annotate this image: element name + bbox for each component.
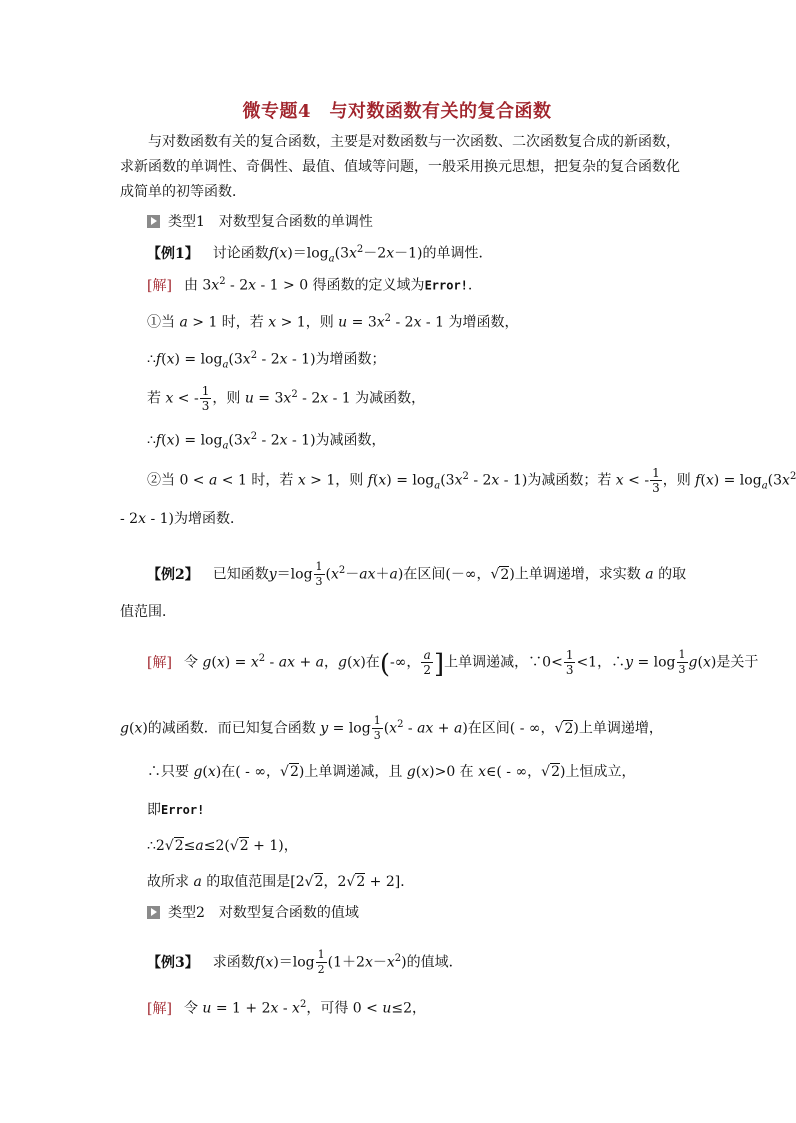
solution-1-line-3: ∴f(x) = $\log_a(3x^2 - 2x - 1)$为增函数； <box>147 350 386 371</box>
fraction: $\frac{1}{2}$ <box>317 948 325 976</box>
type1-heading <box>147 212 373 232</box>
type2-label: 类型2 对数型复合函数的值域 <box>168 905 359 921</box>
example-1-label: 【例1】 <box>147 245 199 262</box>
solution-1-line-1: [解] 由 $3x^2 - 2x - 1 > 0$ 得函数的定义域为Error!. <box>147 276 473 294</box>
play-triangle-icon <box>147 215 160 228</box>
example-3-label: 【例3】 <box>147 954 199 971</box>
fraction: $\frac{1}{3}$ <box>652 466 660 495</box>
solution-3-line-1: [解] 令 $u = 1 + 2x - x^2$，可得 0 < u≤2， <box>147 999 426 1017</box>
solution-1-line-2: ①当 a > 1 时，若 x > 1，则 $u = 3x^2 - 2x - 1$ 为增函数， <box>147 313 519 331</box>
solution-1-line-6: ②当 0 < a < 1 时，若 x > 1，则 $f(x) = \log_a(3x^2 - 2x - 1)$为减函数；若 x < - $\frac{1}{3}$ ，则 $f(x) = \log_a(3x^2$ <box>147 466 796 495</box>
solution-label: [解] <box>147 654 172 671</box>
intro-paragraph: 与对数函数有关的复合函数，主要是对数函数与一次函数、二次函数复合成的新函数，求新函数的单调性、奇偶性、最值、值域等问题，一般采用换元思想，把复杂的复合函数化成简单的初等函数． <box>120 134 680 200</box>
solution-label: [解] <box>147 277 172 294</box>
solution-1-line-4: 若 x < - $\frac{1}{3}$ ，则 $u = 3x^2 - 2x - 1$ 为减函数， <box>147 384 426 413</box>
fraction: $\frac{1}{3}$ <box>201 384 210 413</box>
page-title: 微专题4 与对数函数有关的复合函数 <box>242 101 552 122</box>
fraction: $\frac{1}{3}$ <box>678 648 686 676</box>
solution-2-line-4: 即Error! <box>147 802 205 818</box>
fraction: $\frac{1}{3}$ <box>315 560 323 588</box>
fraction: $\frac{a}{2}$ <box>423 648 432 677</box>
fraction: $\frac{1}{3}$ <box>373 714 381 742</box>
type2-heading <box>147 903 359 923</box>
solution-1-line-7: - 2x - 1)为增函数． <box>120 511 244 527</box>
fraction: $\frac{1}{3}$ <box>565 648 574 677</box>
error-text: Error! <box>161 803 205 817</box>
play-triangle-icon <box>147 906 160 919</box>
example-2: 【例2】 已知函数y＝log $\frac{1}{3}$ $(x^2-ax+a)$在区间(－∞，√2)上单调递增，求实数 a 的取 <box>147 560 687 588</box>
example-2-line-2: 值范围． <box>120 604 176 620</box>
example-3: 【例3】 求函数f(x)＝log $\frac{1}{2}$ $(1+2x-x^2)$的值域． <box>147 948 463 976</box>
solution-2-line-2: g(x)的减函数．而已知复合函数 y = log $\frac{1}{3}$ ($x^2$ - ax + a)在区间( - ∞，√2)上单调递增， <box>120 714 663 742</box>
type1-label: 类型1 对数型复合函数的单调性 <box>168 214 373 230</box>
solution-2-line-1: [解] 令 $g(x) = x^2$ - ax + a，g(x)在(-∞， $\frac{a}{2}$ ]上单调递减，∵0< $\frac{1}{3}$ <1，∴y = log $\frac{1}{3}$ g(x)是关于 <box>147 648 759 680</box>
error-text: Error! <box>424 278 468 293</box>
example-2-label: 【例2】 <box>147 566 199 583</box>
solution-2-line-5: ∴2√2≤a≤2(√2 + 1)， <box>147 838 298 854</box>
solution-2-line-3: ∴只要 g(x)在( - ∞，√2)上单调递减，且 g(x)>0 在 x∈( - ∞，√2)上恒成立， <box>147 764 636 780</box>
solution-label: [解] <box>147 1000 172 1017</box>
solution-1-line-5: ∴f(x) = $\log_a(3x^2 - 2x - 1)$为减函数， <box>147 431 386 452</box>
example-1: 【例1】 讨论函数$f(x)=\log_a(3x^2-2x-1)$的单调性． <box>147 244 493 265</box>
solution-2-line-6: 故所求 a 的取值范围是[2√2，2√2 + 2]． <box>147 874 415 890</box>
